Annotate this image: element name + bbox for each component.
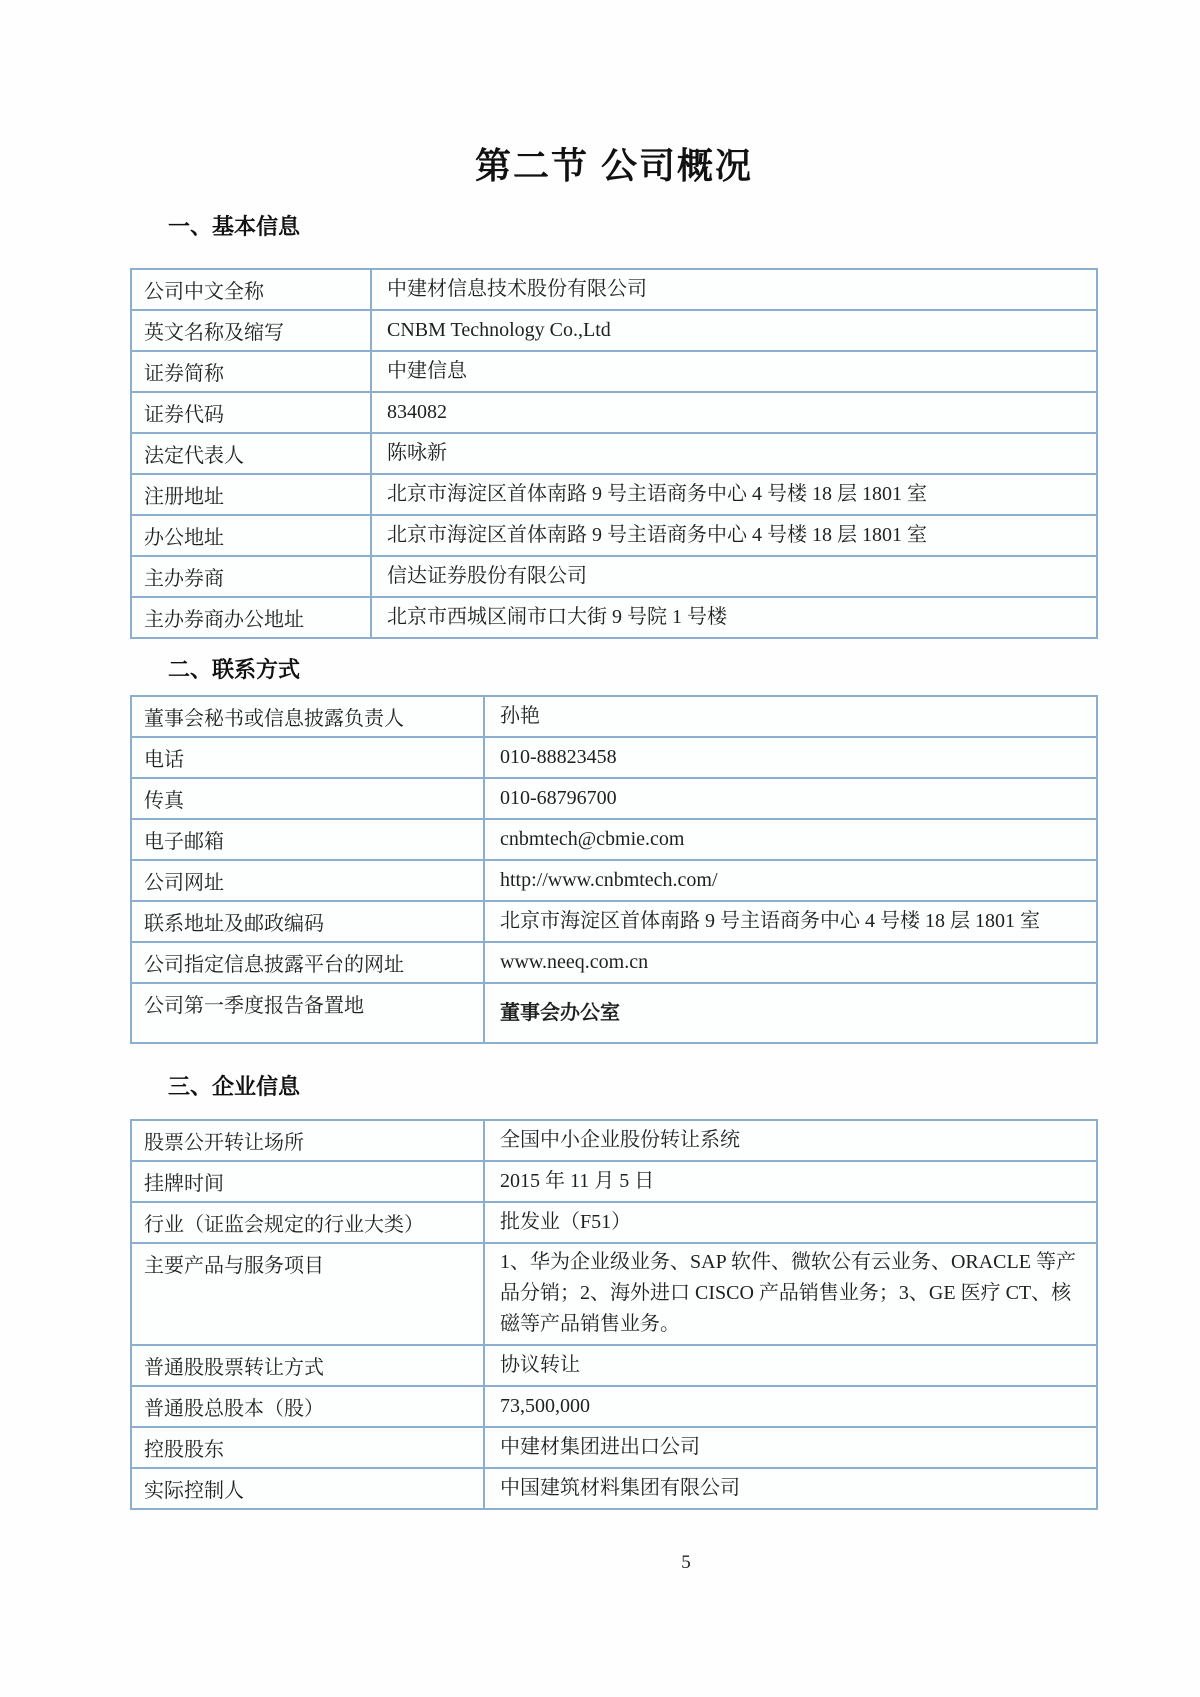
row-value: 孙艳 [500,705,540,727]
row-label: 主办券商 [132,557,372,596]
table-row [132,393,1096,434]
row-value: 北京市海淀区首体南路 9 号主语商务中心 4 号楼 18 层 1801 室 [387,483,927,505]
table-row [132,1469,1096,1510]
row-label: 股票公开转让场所 [132,1121,485,1160]
row-label: 挂牌时间 [132,1162,485,1201]
row-value: 010-88823458 [500,746,617,768]
row-label: 普通股股票转让方式 [132,1346,485,1385]
table-row [132,697,1096,738]
row-value: 批发业（F51） [500,1211,632,1233]
table-row [132,820,1096,861]
row-label: 董事会秘书或信息披露负责人 [132,697,485,736]
row-label: 电子邮箱 [132,820,485,859]
row-value: 陈咏新 [387,442,447,464]
table-row [132,861,1096,902]
table-row [132,1162,1096,1203]
basic-info-table [130,268,1098,639]
row-value: 1、华为企业级业务、SAP 软件、微软公有云业务、ORACLE 等产品分销；2、海外进口 CISCO 产品销售业务；3、GE 医疗 CT、核磁等产品销售业务。 [500,1251,1076,1335]
row-label: 联系地址及邮政编码 [132,902,485,941]
row-value: www.neeq.com.cn [500,951,649,973]
row-value: 北京市西城区闹市口大街 9 号院 1 号楼 [387,606,727,628]
row-value: CNBM Technology Co.,Ltd [387,319,611,341]
table-row [132,434,1096,475]
row-label: 公司中文全称 [132,270,372,309]
table-row [132,943,1096,984]
table-row [132,779,1096,820]
row-value: http://www.cnbmtech.com/ [500,869,718,891]
row-value: 北京市海淀区首体南路 9 号主语商务中心 4 号楼 18 层 1801 室 [387,524,927,546]
row-label: 电话 [132,738,485,777]
table-row [132,352,1096,393]
contact-info-table [130,695,1098,1044]
row-value: 010-68796700 [500,787,617,809]
table-row [132,270,1096,311]
row-label: 主要产品与服务项目 [132,1244,485,1344]
row-label: 公司网址 [132,861,485,900]
row-label: 普通股总股本（股） [132,1387,485,1426]
row-value: 协议转让 [500,1354,580,1376]
row-label: 公司第一季度报告备置地 [132,984,485,1042]
row-label: 法定代表人 [132,434,372,473]
row-label: 实际控制人 [132,1469,485,1508]
table-row [132,598,1096,639]
row-label: 公司指定信息披露平台的网址 [132,943,485,982]
row-value: 中建材集团进出口公司 [500,1436,700,1458]
page-number: 5 [681,1552,691,1573]
row-label: 办公地址 [132,516,372,555]
section-heading-basic-info: 一、基本信息 [168,214,301,239]
table-row [132,1121,1096,1162]
row-value: 董事会办公室 [500,1001,620,1024]
row-value: 73,500,000 [500,1395,590,1417]
row-label: 证券简称 [132,352,372,391]
row-label: 控股股东 [132,1428,485,1467]
table-row [132,516,1096,557]
row-value: 中建信息 [387,360,467,382]
table-row [132,311,1096,352]
section-heading-enterprise-info: 三、企业信息 [168,1074,301,1099]
row-value: 北京市海淀区首体南路 9 号主语商务中心 4 号楼 18 层 1801 室 [500,910,1040,932]
row-value: 834082 [387,401,447,423]
table-row [132,1387,1096,1428]
table-row [132,557,1096,598]
page-title: 第二节 公司概况 [474,145,753,186]
table-row [132,738,1096,779]
row-value: 中建材信息技术股份有限公司 [387,278,647,300]
row-value: 2015 年 11 月 5 日 [500,1170,655,1192]
row-label: 传真 [132,779,485,818]
table-row [132,984,1096,1044]
row-value: 中国建筑材料集团有限公司 [500,1477,740,1499]
row-label: 注册地址 [132,475,372,514]
table-row [132,1244,1096,1346]
row-value: 信达证券股份有限公司 [387,565,587,587]
table-row [132,1203,1096,1244]
enterprise-info-table [130,1119,1098,1510]
document-content [130,0,1098,1510]
row-label: 证券代码 [132,393,372,432]
table-row [132,1346,1096,1387]
row-label: 行业（证监会规定的行业大类） [132,1203,485,1242]
row-value: cnbmtech@cbmie.com [500,828,685,850]
row-value: 全国中小企业股份转让系统 [500,1129,740,1151]
section-heading-contact-info: 二、联系方式 [168,657,301,682]
table-row [132,475,1096,516]
table-row [132,902,1096,943]
table-row [132,1428,1096,1469]
row-label: 主办券商办公地址 [132,598,372,637]
row-label: 英文名称及缩写 [132,311,372,350]
